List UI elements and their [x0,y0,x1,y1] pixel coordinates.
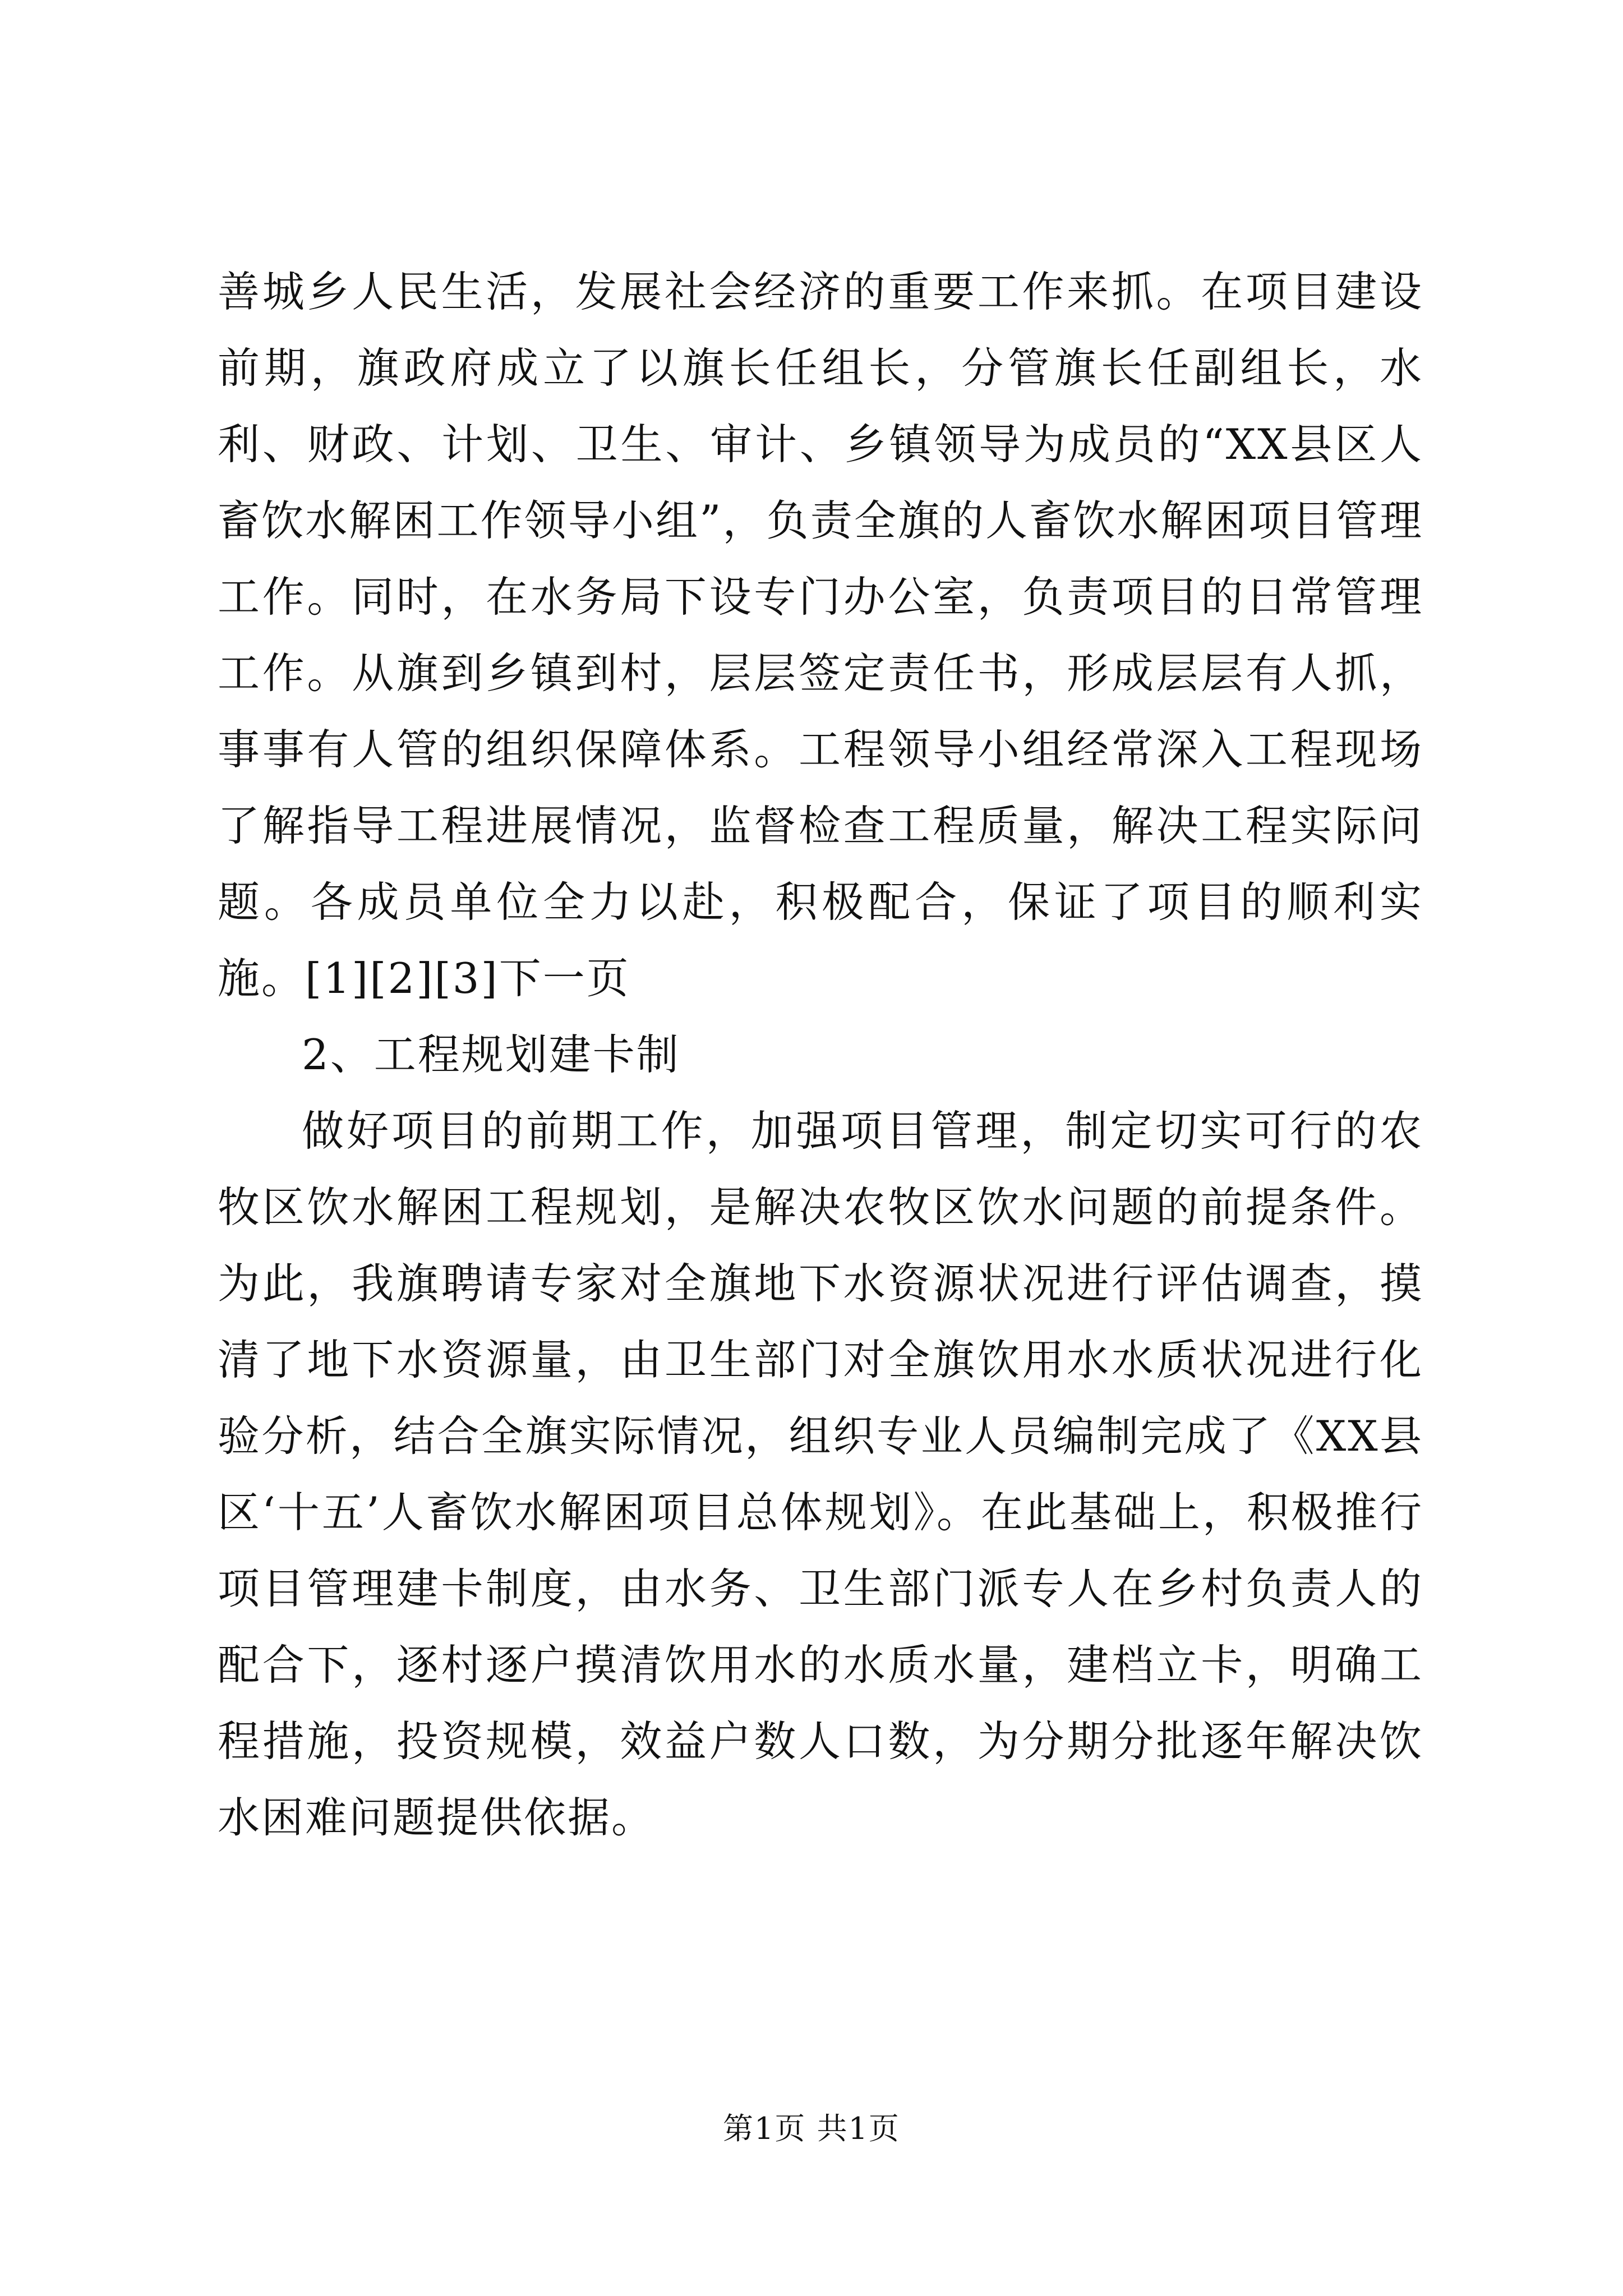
paragraph-continuation: 善城乡人民生活，发展社会经济的重要工作来抓。在项目建设前期，旗政府成立了以旗长任组长，分管旗长任副组长，水利、财政、计划、卫生、审计、乡镇领导为成员的“XX县区人畜饮水解困工作领导小组”，负责全旗的人畜饮水解困项目管理工作。同时，在水务局下设专门办公室，负责项目的日常管理工作。从旗到乡镇到村，层层签定责任书，形成层层有人抓，事事有人管的组织保障体系。工程领导小组经常深入工程现场了解指导工程进展情况，监督检查工程质量，解决工程实际问题。各成员单位全力以赴，积极配合，保证了项目的顺利实施。[1][2][3]下一页 [218,267,1423,1003]
paragraph-planning: 做好项目的前期工作，加强项目管理，制定切实可行的农牧区饮水解困工程规划，是解决农牧区饮水问题的前提条件。为此，我旗聘请专家对全旗地下水资源状况进行评估调查，摸清了地下水资源量，由卫生部门对全旗饮用水水质状况进行化验分析，结合全旗实际情况，组织专业人员编制完成了《XX县区‘十五’人畜饮水解困项目总体规划》。在此基础上，积极推行项目管理建卡制度，由水务、卫生部门派专人在乡村负责人的配合下，逐村逐户摸清饮用水的水质水量，建档立卡，明确工程措施，投资规模，效益户数人口数，为分期分批逐年解决饮水困难问题提供依据。 [218,1106,1423,1842]
page-footer: 第1页 共1页 [723,2111,900,2146]
section-heading: 2、工程规划建卡制 [302,1030,680,1079]
document-body [218,254,1423,1856]
